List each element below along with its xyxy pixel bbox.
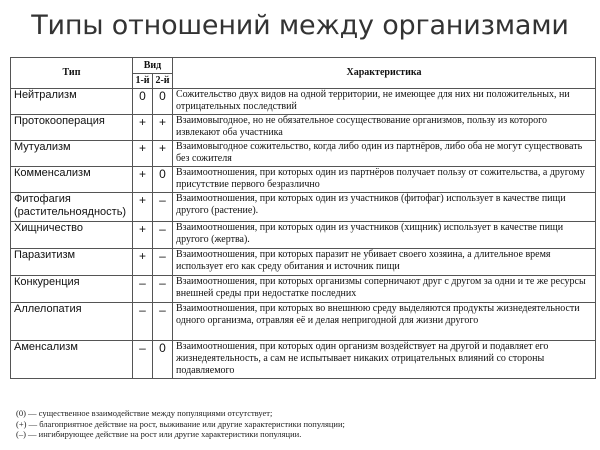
note-plus: (+) — благоприятное действие на рост, выживание или другие характеристики популяции;: [16, 418, 345, 429]
row-type: Конкуренция: [11, 276, 133, 303]
legend-notes: [16, 408, 586, 440]
row-type: Комменсализм: [11, 167, 133, 193]
page-title: Типы отношений между организмами: [31, 10, 569, 41]
row-sign-second: –: [153, 303, 173, 341]
note-zero: (0) — существенное взаимодействие между популяциями отсутствует;: [16, 408, 273, 418]
row-description: Взаимоотношения, при которых один организм воздействует на другой и подавляет его жизнедеятельность, а сам не испытывает никаких отрицательных влияний со стороны подавляемого: [173, 341, 596, 379]
row-sign-second: 0: [153, 89, 173, 115]
row-sign-first: +: [133, 222, 153, 249]
row-sign-first: 0: [133, 89, 153, 115]
row-sign-first: –: [133, 276, 153, 303]
row-sign-second: 0: [153, 341, 173, 379]
row-sign-first: –: [133, 303, 153, 341]
row-sign-first: –: [133, 341, 153, 379]
row-sign-first: +: [133, 115, 153, 141]
table-row: [11, 89, 596, 115]
table-row: [11, 303, 596, 341]
header-second-species: 2-й: [153, 74, 173, 89]
table-row: [11, 115, 596, 141]
row-sign-first: +: [133, 249, 153, 276]
row-description: Взаимоотношения, при которых паразит не убивает своего хозяина, а длительное время использует его как среду обитания и источник пищи: [173, 249, 596, 276]
row-description: Взаимоотношения, при которых один из участников (хищник) использует в качестве пищи другого (жертва).: [173, 222, 596, 249]
row-sign-second: –: [153, 193, 173, 222]
row-sign-second: –: [153, 249, 173, 276]
row-type: Хищничество: [11, 222, 133, 249]
row-description: Взаимоотношения, при которых во внешнюю среду выделяются продукты жизнедеятельности одного организма, отравляя её и делая непригодной для жизни другого: [173, 303, 596, 341]
relations-table: [10, 57, 596, 379]
row-description: Взаимоотношения, при которых один из участников (фитофаг) использует в качестве пищи другого (растение).: [173, 193, 596, 222]
header-description: Характеристика: [173, 58, 596, 89]
table-row: [11, 341, 596, 379]
row-description: Взаимоотношения, при которых организмы соперничают друг с другом за одни и те же ресурсы внешней среды при недостатке последних: [173, 276, 596, 303]
row-sign-second: 0: [153, 167, 173, 193]
table-row: [11, 222, 596, 249]
row-sign-second: +: [153, 141, 173, 167]
row-description: Взаимовыгодное сожительство, когда либо один из партнёров, либо оба не могут существовать без сожителя: [173, 141, 596, 167]
header-kind: Вид: [133, 58, 173, 74]
table-row: [11, 249, 596, 276]
header-type: Тип: [11, 58, 133, 89]
row-type: Аменсализм: [11, 341, 133, 379]
row-sign-first: +: [133, 167, 153, 193]
row-type: Паразитизм: [11, 249, 133, 276]
row-sign-second: +: [153, 115, 173, 141]
row-description: Взаимовыгодное, но не обязательное сосуществование организмов, пользу из которого извлекают оба участника: [173, 115, 596, 141]
row-type: Аллелопатия: [11, 303, 133, 341]
row-type: Мутуализм: [11, 141, 133, 167]
row-description: Сожительство двух видов на одной территории, не имеющее для них ни положительных, ни отрицательных последствий: [173, 89, 596, 115]
row-sign-second: –: [153, 276, 173, 303]
row-sign-second: –: [153, 222, 173, 249]
row-type: Протокооперация: [11, 115, 133, 141]
table-row: [11, 276, 596, 303]
table-row: [11, 167, 596, 193]
table-row: [11, 141, 596, 167]
note-minus: (–) — ингибирующее действие на рост или другие характеристики популяции.: [16, 429, 302, 439]
row-type: Фитофагия (растительноядность): [11, 193, 133, 222]
row-sign-first: +: [133, 193, 153, 222]
row-sign-first: +: [133, 141, 153, 167]
row-description: Взаимоотношения, при которых один из партнёров получает пользу от сожительства, а другому присутствие первого безразлично: [173, 167, 596, 193]
row-type: Нейтрализм: [11, 89, 133, 115]
header-first-species: 1-й: [133, 74, 153, 89]
table-row: [11, 193, 596, 222]
